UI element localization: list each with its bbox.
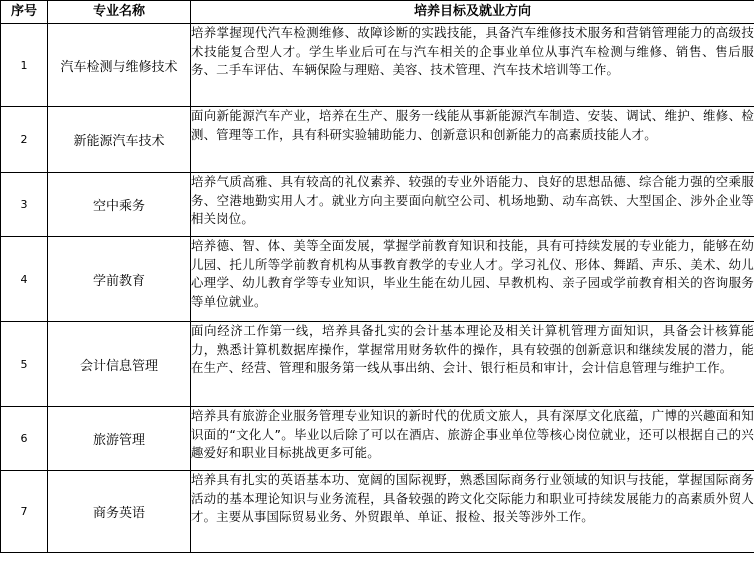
header-name: 专业名称 [48,1,191,24]
major-description: 培养具有旅游企业服务管理专业知识的新时代的优质文旅人，具有深厚文化底蕴，广博的兴趣面和知识面的“文化人”。毕业以后除了可以在酒店、旅游企事业单位等核心岗位就业，还可以根据自己的兴趣爱好和职业目标挑战更多可能。 [191,407,754,471]
row-number: 2 [1,107,48,173]
row-number: 3 [1,173,48,237]
major-description: 面向新能源汽车产业，培养在生产、服务一线能从事新能源汽车制造、安装、调试、维护、维修、检测、管理等工作，具有科研实验辅助能力、创新意识和创新能力的高素质技能人才。 [191,107,754,173]
major-name: 汽车检测与维修技术 [48,24,191,107]
major-name: 旅游管理 [48,407,191,471]
row-number: 5 [1,322,48,407]
table-row [1,24,754,107]
table-row [1,471,754,553]
header-row [1,1,754,24]
major-description: 培养气质高雅、具有较高的礼仪素养、较强的专业外语能力、良好的思想品德、综合能力强的空乘服务、空港地勤实用人才。就业方向主要面向航空公司、机场地勤、动车高铁、大型国企、涉外企业等相关岗位。 [191,173,754,237]
row-number: 7 [1,471,48,553]
header-desc: 培养目标及就业方向 [191,1,754,24]
major-name: 商务英语 [48,471,191,553]
table-row [1,407,754,471]
major-description: 培养德、智、体、美等全面发展，掌握学前教育知识和技能，具有可持续发展的专业能力，能够在幼儿园、托儿所等学前教育机构从事教育教学的专业人才。学习礼仪、形体、舞蹈、声乐、美术、幼儿心理学、幼儿教育学等专业知识，毕业生能在幼儿园、早教机构、亲子园或学前教育相关的咨询服务等单位就业。 [191,237,754,322]
major-name: 新能源汽车技术 [48,107,191,173]
header-no: 序号 [1,1,48,24]
row-number: 1 [1,24,48,107]
major-description: 培养掌握现代汽车检测维修、故障诊断的实践技能，具备汽车维修技术服务和营销管理能力的高级技术技能复合型人才。学生毕业后可在与汽车相关的企事业单位从事汽车检测与维修、销售、售后服务、二手车评估、车辆保险与理赔、美容、技术管理、汽车技术培训等工作。 [191,24,754,107]
row-number: 6 [1,407,48,471]
table-row [1,237,754,322]
table-row [1,173,754,237]
row-number: 4 [1,237,48,322]
major-name: 会计信息管理 [48,322,191,407]
major-name: 学前教育 [48,237,191,322]
major-name: 空中乘务 [48,173,191,237]
major-description: 面向经济工作第一线，培养具备扎实的会计基本理论及相关计算机管理方面知识，具备会计核算能力，熟悉计算机数据库操作，掌握常用财务软件的操作，具有较强的创新意识和继续发展的潜力，能在生产、经营、管理和服务第一线从事出纳、会计、银行柜员和审计，会计信息管理与维护工作。 [191,322,754,407]
table-row [1,322,754,407]
major-description: 培养具有扎实的英语基本功、宽阔的国际视野，熟悉国际商务行业领域的知识与技能，掌握国际商务活动的基本理论知识与业务流程，具备较强的跨文化交际能力和职业可持续发展能力的高素质外贸人才。主要从事国际贸易业务、外贸跟单、单证、报检、报关等涉外工作。 [191,471,754,553]
table-row [1,107,754,173]
